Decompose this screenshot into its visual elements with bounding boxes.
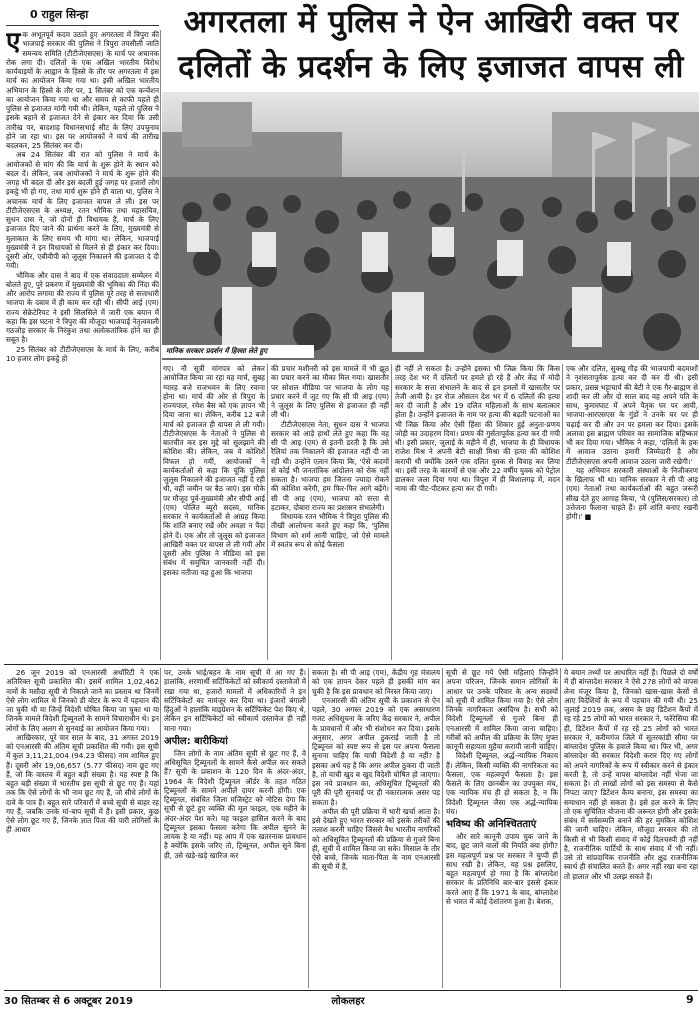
column-divider [560,668,561,988]
article-column-2 [163,364,265,660]
article-separator [4,664,698,665]
paragraph: सकता है। सी पी आइ (एम), केंद्रीय गृह मंत्रालय को एक ज्ञापन देकर पहले ही इसकी मांग कर चुकी है कि इस प्रावधान को निरस्त किया जाए। [312,668,440,696]
column-divider [391,364,392,660]
paragraph: 25 सितंबर को टीटीजेएसएस के मार्च के लिए, करीब 10 हजार लोग इकट्ठे हो [6,344,159,363]
page-number: 9 [686,993,694,1006]
headline [162,0,700,92]
publication-name: लोकलहर [331,996,365,1007]
paragraph: विदेशी ट्रिब्यूनल, अर्द्ध-न्यायिक निकाय हैं। लेकिन, किसी व्यक्ति की नागरिकता का फैसला, एक महत्वपूर्ण फैसला है। इस फैसले के लिए छानबीन का उपयुक्त मंच, एक न्यायिक मंच ही हो सकता है, न कि विदेशी ट्रिब्यूनल जैसा एक अर्द्ध-न्यायिक मंच। [446,751,558,816]
paragraph: यह अभियान सरकारी संस्थाओं के निजीकरण के खिलाफ भी था। मानिक सरकार ने सी पी आइ (एम) नेताओं तथा कार्यकर्ताओं की बहुत जरूरी सीख देते हुए आगाह किया, 'वे (पुलिस/सरकार) तो उत्तेजना फैलाना चाहते हैं। हमें शांति बनाए रखनी होगी।' ■ [566,465,698,521]
article-column-4 [395,364,560,660]
column-divider [442,668,443,988]
byline: 0 राहुल सिन्हा [6,6,159,26]
paragraph: एक और दलित, सुक्खू गौड़ की भाजपायी बदमाशों ने नृशंसतापूर्वक हत्या कर दी कर दी थी। इसी प्रकार, प्रसन्न भट्टाचार्य की बेटी ने एक गैर-ब्राह्मण से शादी कर ली और दो साल बाद वह अपने पति के साथ, कुमारघाट में अपने पैतृक घर पर आयी, भाजपा-आरएसएस के गुंडों ने उनके घर पर ही चढ़ाई कर दी और उन पर हमला कर दिया। इसके अलावा इस ब्राह्मण परिवार का सामाजिक बहिष्कार भी कर दिया गया। भौमिक ने कहा, 'दलितों के हक में आवाज उठाना हमारी जिम्मेदारी है और टीटीजेएसएस अपनी आवाज उठाना जारी रखेगी।' [566,364,698,466]
paragraph: सूची से छूट गये ऐसी महिलाएं जिन्होंने अपना परिजन, जिनके समान लोगिसों के आधार पर उनके परिवार के अन्य सदस्यों को सूची में शामिल किया गया है। ऐसे लोग जिनके नागरिकता असंदिग्ध है। सभी को विदेशी ट्रिब्यूनलों से गुजरे बिना ही एनआरसी में शामिल किया जाना चाहिए। गरीबों को अपील की प्रक्रिया के लिए मुफ्त कानूनी सहायता मुहैया करायी जानी चाहिए। [446,668,558,751]
lower-column-5 [564,668,698,988]
lower-column-4 [446,668,558,988]
section-subheading: अपील: बारीकियां [164,735,228,747]
photo-caption: मानिक सरकार प्रदर्शन में हिस्सा लेते हुए [162,345,314,358]
paragraph: जिन लोगों के नाम अंतिम सूची से छूट गए हैं, वे अधिसूचित ट्रिब्यूनलों के सामने कैसे अपील कर सकते हैं? सूची के प्रकाशन के 120 दिन के अंदर-अंदर, 1964 के विदेशी ट्रिब्यूनल ऑर्डर के तहत गठित ट्रिब्यूनलों के सामने अपीलें दायर करनी होंगी। एक ट्रिब्यूनल, संबंधित जिला मजिस्ट्रेट को नोटिस देगा कि सूची से छूटे हुए व्यक्ति की मूल फाइल, एक महीने के अंदर-अंदर पेश करे। यह फाइल हासिल करने के बाद ट्रिब्यूनल इसका फैसला करेगा कि अपील सुनने के लायक है या नहीं। यह आप में एक खतरनाक प्रावधान है क्योंकि इसके जरिए तो, ट्रिब्यूनल, अपील सुने बिना ही, उसे खड़े-खड़े खारिज कर [164,748,306,860]
paragraph: की प्रचार मशीनरी को इस मामले में भी झूठ का प्रचार करने का मौका मिल गया। खासतौर पर सोशल मीडिया पर भाजपा के लोग यह प्रचार करने में जुट गए कि सी पी आइ (एम) ने जुलूस के लिए पुलिस से इजाजत ही नहीं ली थी। [271,364,389,420]
lower-column-3 [312,668,440,988]
paragraph: 26 जून 2019 को एनआरसी अथॉरिटी ने एक अतिरिक्त सूची प्रकाशित की। इसमें शामिल 1,02,462 नामों के मसौदा सूची से निकाले जाने का प्रस्ताव था जिनमें ऐसे लोग शामिल थे जिनको डी वोटर के रूप में पहचान की जा चुकी थी या जिन्हें विदेशी घोषित किया जा चुका था या जिनके मामले विदेशी ट्रिब्यूनलों के सामने विचाराधीन थे। इन लोगों के लिए अलग से सुनवाई का आयोजन किया गया। [6,668,159,733]
paragraph: अब 24 सितंबर की रात को पुलिस ने मार्च के आयोजकों से मांग की कि मार्च के शुरू होने के स्थान को बदल दें। लेकिन, जब आयोजकों ने मार्च के शुरू होने की जगह भी बदल दी और इस बदली हुई जगह पर हजारों लोग इकट्ठे भी हो गए, तथा मार्च शुरू होने ही वाला था, पुलिस ने अचानक मार्च के लिए इजाजत वापस ले ली। इस पर टीटीजेएसएस के अध्यक्ष, रतन भौमिक तथा महासचिव, सुधन दास ने, जो दोनों ही विधायक हैं, मार्च के लिए इजाजत दिए जाने की प्रार्थना करने के लिए, मुख्यमंत्री से मुलाकात के लिए समय भी मांगा था। लेकिन, भाजपाई मुख्यमंत्री ने इन विधायकों से मिलने से ही इंकार कर दिया। दूसरी ओर, एबीवीपी को जुलूस निकालने की इजाजत दे दी गयी। [6,150,159,271]
paragraph: ये बयान तथ्यों पर आधारित नहीं हैं। पिछले दो वर्षों में ही बांग्लादेश सरकार ने ऐसे 278 लोगों को वापस लेना मंजूर किया है, जिनको खास-खास केसों से आए विदेशियों के रूप में पहचान की गयी थी। 25 जुलाई 2019 तक, असम के छह डिटेंशन कैंपों में रह रहे 25 लोगों को भारत सरकार ने, फरेरेसिया की ही, डिटेंशन कैंपों में रह रहे 25 लोगों को भारत सरकार ने, करीमगंज जिले में सूतरकांडी सीमा पर बांग्लादेश पुलिस के हवाले किया था। फिर भी, अगर बांग्लादेश की सरकार विदेशी करार दिए गए लोगों को अपने नागरिकों के रूप में स्वीकार करने से इंकार करती है, तो उन्हें वापस बांग्लादेश नहीं भेजा जा सकता है। तो लाखों लोगों को इस समस्या से कैसे निपटा जाए? डिटेंशन कैम्प बनाना, इस समस्या का समाधान नहीं हो सकता है। इसे हल करने के लिए तो एक सुचिंतित योजना की जरूरत होगी और इसके संबंध में सर्वसम्मति बनाने की हर मुमकिन कोशिश की जानी चाहिए। लेकिन, मौजूदा सरकार की तो किसी से भी किसी संवाद में कोई दिलचस्पी ही नहीं है, राजनीतिक पार्टियों के साथ संवाद में भी नहीं। उसे तो सांप्रदायिक राजनीति और क्षुद्र राजनीतिक स्वार्थ ही संचालित करते हैं। अगर नहीं रखा बना रहा तो हालात और भी उलझ सकते हैं। [564,668,698,881]
lead-paragraph: क अभूतपूर्व कदम उठाते हुए अगरतला में त्रिपुरा की भाजपाई सरकार की पुलिस ने त्रिपुरा तपसीली जाति समन्वय समिति (टीटीजेएसएस) के मार्च पर अचानक रोक लगा दी। दलितों के एक अखिल भारतीय विरोध कार्यवाइयों के आह्वान के हिस्से के तौर पर अगरतला में इस मार्च का आयोजन किया गया था। इसी अखिल भारतीय अभियान के हिस्से के तौर पर, 1 सितंबर को एक कन्वेंशन का आयोजन किया गया था और समय से काफी पहले ही पुलिस से इजाजत मांगी गयी थी। लेकिन, पहले तो पुलिस ने इसके बहाने से इजाजत देने से इंकार कर दिया कि उसी तारीख पर, बादशाह विधानसभाई सीट के लिए उपचुनाव होने जा रहा था। इस पर आयोजकों ने मार्च की तारीख बदलकर, 25 सितंबर कर दी। [6,30,159,150]
article-column-5 [566,364,698,660]
paragraph: एनआरसी की अंतिम सूची के प्रकाशन से ऐन पहले, 30 अगस्त 2019 को एक असाधारण गजट अधिसूचना के जरिए केंद्र सरकार ने, अपील के प्रावधानों में और भी संशोधन कर दिया। इसके अनुसार, अगर अपील ठुकराई जाती है तो ट्रिब्यूनल को स्पष्ट रूप से इस पर अपना फैसला सुनाना चाहिए कि याची विदेशी है या नहीं? है इसका अर्थ यह है कि अगर अपील ठुकरा दी जाती है, तो याची खुद ब खुद विदेशी घोषित हो जाएगा। इस नये प्रावधान का, अधिसूचित ट्रिब्यूनलों की पूरी की पूरी सुनवाई पर ही नकारात्मक असर पड़ सकता है। [312,695,440,807]
paragraph: गए। नौ सूत्री मांगपत्र को लेकर आयोजित किया जा रहा यह मार्च, सुबह ग्यारह बजे राजभवन के लिए रवाना होना था। मार्च की ओर से त्रिपुरा के राज्यपाल, रमेश बैस को एक ज्ञापन भी दिया जाना था। लेकिन, करीब 12 बजे मार्च को इजाजत ही वापस ले ली गयी। टीटीजेएसएस के नेताओं ने पुलिस से बातचीत कर इस मुद्दे को सुलझाने की कोशिश की। लेकिन, जब ये कोशिशें विफल हो गयीं, आयोजकों ने कार्यकर्ताओं से कहा कि चूंकि पुलिस जुलूस निकालने की इजाजत नहीं दे रही थी, वहीं जमीन पर बैठ जाएं। इस मौके पर मौजूद पूर्व-मुख्यमंत्री और सीपी आई (एम) पोलित ब्यूरो सदस्य, मानिक सरकार ने कार्यकर्ताओं से आग्रह किया कि शांति बनाए रखें और अवज्ञा न पैदा होने दें। एक और तो जुलूस को इजाजत आखिरी वक्त पर वापस ले ली गयी और दूसरी ओर पुलिस ने मीडिया को इस संबंध में समुचित जानकारी नहीं दी। इसका नतीजा यह हुआ कि भाजपा [163,364,265,577]
crowd-photo-image [162,92,699,360]
paragraph: भौमिक और दास ने बाद में एक संवाददाता सम्मेलन में बोलते हुए, पुरे प्रकरण में मुख्यमंत्री की भूमिका की निंदा की और आरोप लगाया की राज्य में पुलिस पूरे तरह से सत्ताधारी भाजपा के दबाव में ही काम कर रही थी। सीपी आई (एम) राज्य सेक्रेटेरियट ने इसी सिलसिले में जारी एक बयान में कहा कि इस घटना ने त्रिपुरा की मौजूदा भाजपाई नेतृत्ववाली गठजोड़ सरकार के निरंकुश तथा अलोकतांत्रिक होने का ही सबूत है। [6,270,159,345]
article-column-3 [271,364,389,660]
section-subheading: भविष्य की अनिश्चितताएं [446,819,537,830]
paragraph: पर, उनके भाई/बहन के नाम सूची में आ गए हैं। हालांकि, शरणार्थी सर्टिफिकेटों को स्वीकार्य दस्तावेजों में रखा गया था, हजारों मामलों में अधिकारियों ने इन सर्टिफिकेटों का नामंजूर कर दिया था। इंजारों बंगाली हिंदुओं ने हालांकि माइग्रेशन के सर्टिफिकेट पेश किए थे, लेकिन इन सर्टिफिकेटों को स्वीकार्य दस्तावेज ही नहीं माना गया। [164,668,306,733]
paragraph: ही नहीं ले सकता है। उन्होंने इसका भी जिक्र किया कि किस तरह देश भर में दलितों पर हमले हो रहे हैं और केंद्र में मोदी सरकार के सत्ता संभालने के बाद से इन हमलों में खासतौर पर तेजी आयी है। हर रोज औसतन देश भर में 6 दलितों की हत्या कर दी जाती है और 19 दलित महिलाओं के साथ बलात्कार होता है। उन्होंने इजाजत के नाम पर हत्या की बढ़ती घटनाओं का भी जिक्र किया और ऐसी हिंसा की शिकार हुई अनुता-प्रणय जोड़ी का उदाहरण दिया। प्रणय की गुर्सतापूर्वक हत्या कर दी गयी थी। इसी प्रकार, जुलाई के महीने में ही, भाजपा के ही विधायक राजेश मिश्र ने अपनी बेटी साक्षी मिश्रा की हत्या की कोशिश करायी थी क्योंकि उसने एक दलित युवक से विवाह कर लिया था। इसी तरह के कारणों से एक और 22 वर्षीय युवक को पेट्रोल डालकर जला दिया गया था। त्रिपुरा में ही विशालगढ़ में, मदन नामा की पीट-पीटकर हत्या कर दी गयी। [395,364,560,494]
headline-line-2: दलितों के प्रदर्शन के लिए इजाजत वापस ली [178,49,684,85]
headline-line-1: अगरतला में पुलिस ने ऐन आखिरी वक्त पर [183,4,679,40]
lower-column-1 [6,668,159,988]
drop-cap: ए [6,30,21,57]
paragraph: विधायक रतन भौमिक ने त्रिपुरा पुलिस की तीखी आलोचना करते हुए कहा कि, 'पुलिस विभाग को शर्म आनी चाहिए, जो ऐसे मामले में स्वतंत्र रूप से कोई फैसला [271,512,389,549]
paragraph: और सारे कानूनी उपाय चुक जाने के बाद, छूट जाने वालों की नियति क्या होगी? इस महत्वपूर्ण प्रश्न पर सरकार ने चुप्पी ही साध रखी है। लेकिन, यह प्रश्न इसलिए, बहुत महत्वपूर्ण हो गया है कि बांग्लादेश सरकार के प्रतिनिधि बार-बार इससे इंकार करते आए हैं कि 1971 के बाद, बांग्लादेश से भारत में कोई देशांतरण हुआ है। बेशक, [446,832,558,906]
column-divider [308,668,309,988]
lower-column-2 [164,668,306,988]
issue-date: 30 सितम्बर से 6 अक्टूबर 2019 [4,996,133,1007]
article-column-1 [6,30,159,660]
protest-photo [162,92,699,360]
paragraph: आखिरकार, पूरे चार साल के बाद, 31 अगस्त 2019 को एनआरसी की अंतिम सूची प्रकाशित की गयी। इस सूची में कुल 3,11,21,004 (94.23 फीसद) नाम शामिल हुए हैं। दूसरी ओर 19,06,657 (5.77 फीसद) नाम छूट गए हैं, जो कि वास्तव में बहुत बड़ी संख्या है। यह स्पष्ट है कि बहुत बड़ी संख्या में भारतीय इस सूची से छूट गए हैं। यहां तक कि ऐसे लोगों के भी नाम छूट गए हैं, जो सीधे लोगों के दावे के पात्र हैं। बहुत सारे परिवारों में बच्चे सूची से बाहर रह गए हैं, जबकि उनके मां-बाप सूची में हैं। इसी प्रकार, कुछ ऐसे लोग छूट गए हैं, जिनके ज्ञात पिता की पारी लोगिसों के ही आधार [6,732,159,835]
paragraph: अपील की पूरी प्रक्रिया में भारी खर्चा आता है। इसे देखते हुए भारत सरकार को इसके तरीकों की तलाश करनी चाहिए जिससे वैध भारतीय नागरिकों को अधिसूचित ट्रिब्यूनलों की प्रक्रिया से गुजरे बिना ही, सूची में शामिल किया जा सके। मिसाल के तौर ऐसे बच्चे, जिनके माता-पिता के नाम एनआरसी की सूची में हैं, [312,806,440,872]
end-mark: ■ [584,512,592,521]
column-divider [160,30,161,660]
footer-rule [4,990,698,991]
paragraph: टीटीजेएसएस नेता, सुधन दास ने भाजपा सरकार को आड़े हाथों लेते हुए कहा कि वह सी पी आइ (एम) से इतनी डरती है कि उसे रैलियां तक निकालने की इजाजत नहीं दी जा रही थी। उन्होंने एलान किया कि, 'ऐसे कदमों से कोई भी जनतांत्रिक आंदोलन को रोक नहीं सकता है। भाजपा हम जितना ज्यादा रोकने की कोशिश करेगी, हम फिर-फिर आगे बढ़ेंगे। सी पी आइ (एम), भाजपा को सत्ता से हटाकर, दोबारा राज्य का प्रशासन संभालेगी। [271,419,389,512]
column-divider [562,364,563,660]
column-divider [160,668,161,988]
column-divider [267,364,268,660]
